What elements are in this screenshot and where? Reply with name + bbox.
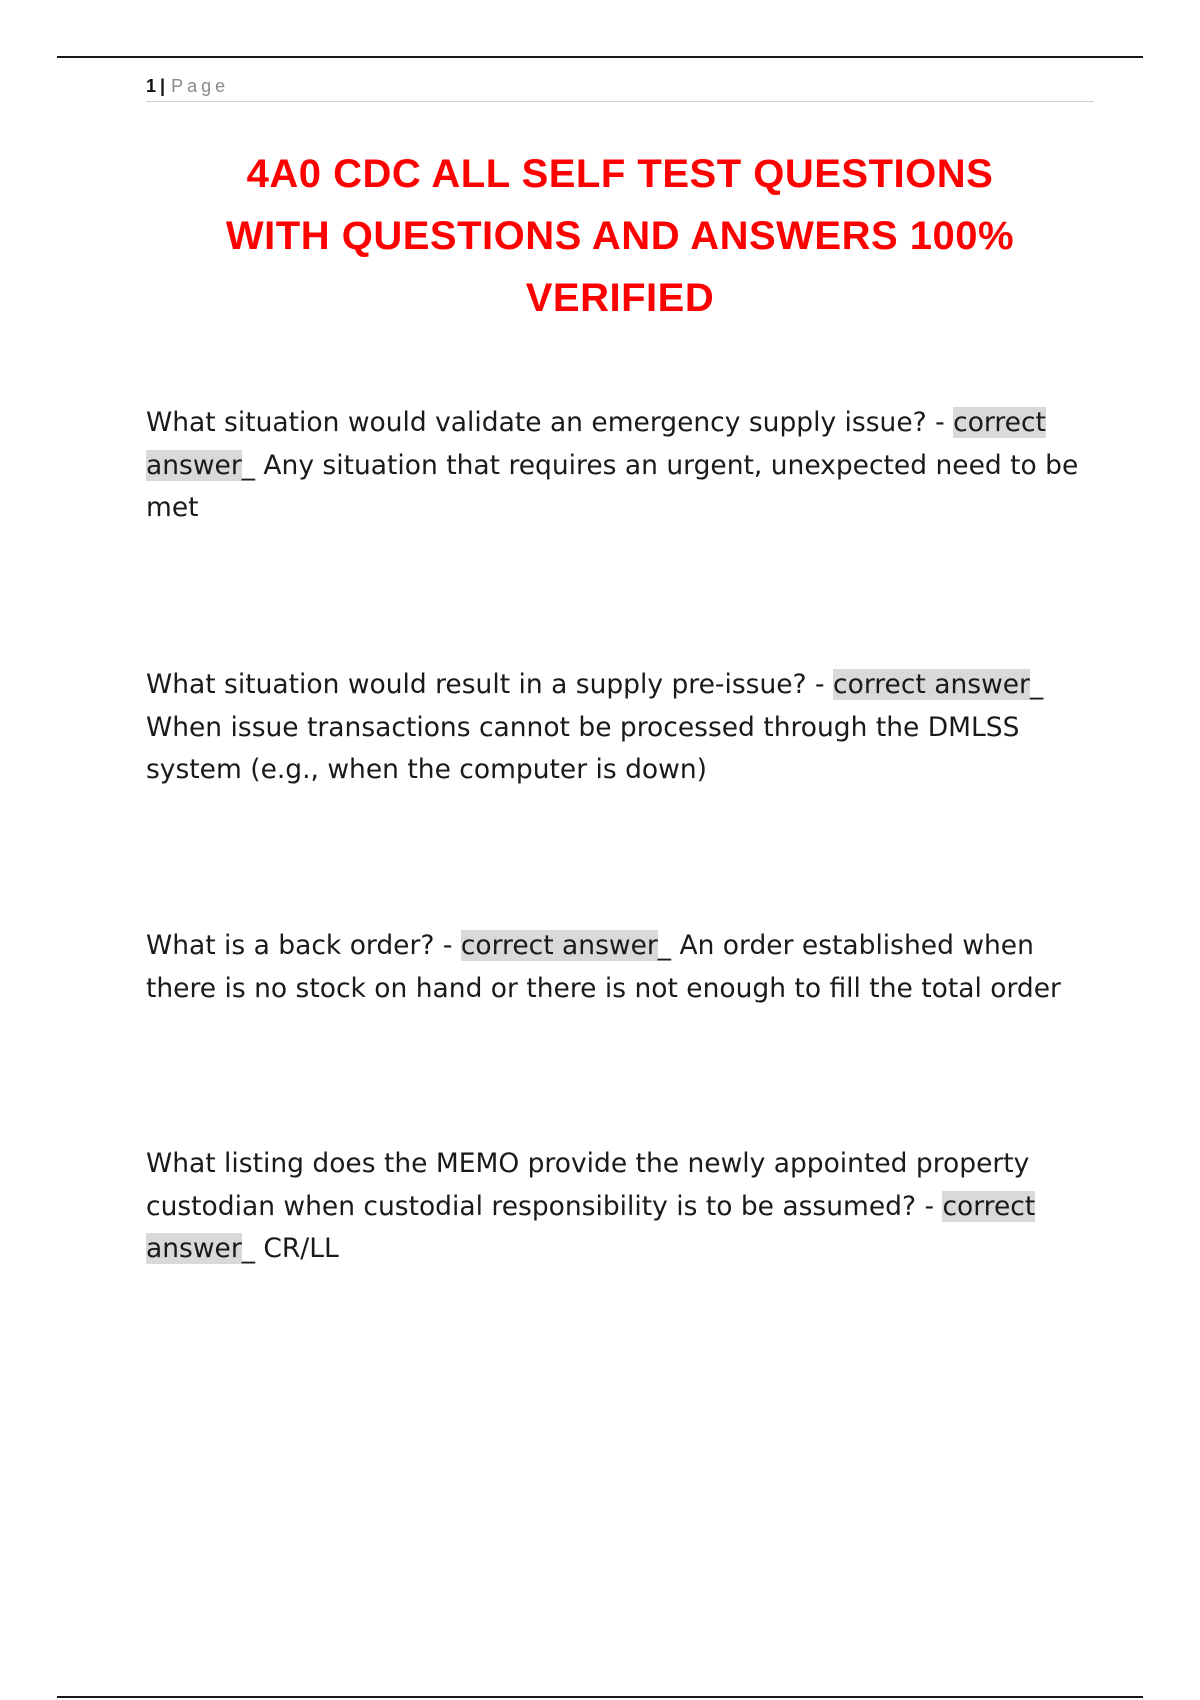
title-line-1: 4A0 CDC ALL SELF TEST QUESTIONS — [246, 152, 994, 196]
answer-marker: correct answer — [146, 407, 1046, 481]
qa-item — [146, 925, 1086, 1010]
question-text: What is a back order? - — [146, 930, 461, 961]
question-text: What situation would result in a supply pre-issue? - — [146, 669, 834, 700]
page-number: 1 — [146, 76, 157, 96]
bottom-rule — [57, 1696, 1143, 1698]
top-rule — [57, 56, 1143, 58]
question-text: What situation would validate an emergency supply issue? - — [146, 407, 954, 438]
qa-item — [146, 664, 1086, 792]
page-label: Page — [171, 76, 230, 96]
answer-marker: correct answer — [146, 1190, 1036, 1264]
page-header — [146, 73, 1094, 102]
answer-marker: correct answer — [460, 930, 658, 961]
title-line-3: VERIFIED — [525, 276, 715, 320]
title-line-2: WITH QUESTIONS AND ANSWERS 100% — [225, 214, 1015, 258]
page-separator: | — [160, 76, 166, 96]
answer-text: _ When issue transactions cannot be processed through the DMLSS system (e.g., when the computer is down) — [146, 669, 1044, 785]
answer-text: _ Any situation that requires an urgent, unexpected need to be met — [146, 449, 1079, 523]
answer-text: _ An order established when there is no stock on hand or there is not enough to fill the total order — [146, 930, 1061, 1004]
qa-item — [146, 402, 1086, 530]
qa-item — [146, 1143, 1086, 1271]
answer-marker: correct answer — [833, 669, 1030, 700]
question-text: What listing does the MEMO provide the newly appointed property custodian when custodial responsibility is to be assumed? - — [146, 1148, 1030, 1222]
answer-text: _ CR/LL — [241, 1233, 339, 1264]
document-title — [100, 143, 1140, 329]
